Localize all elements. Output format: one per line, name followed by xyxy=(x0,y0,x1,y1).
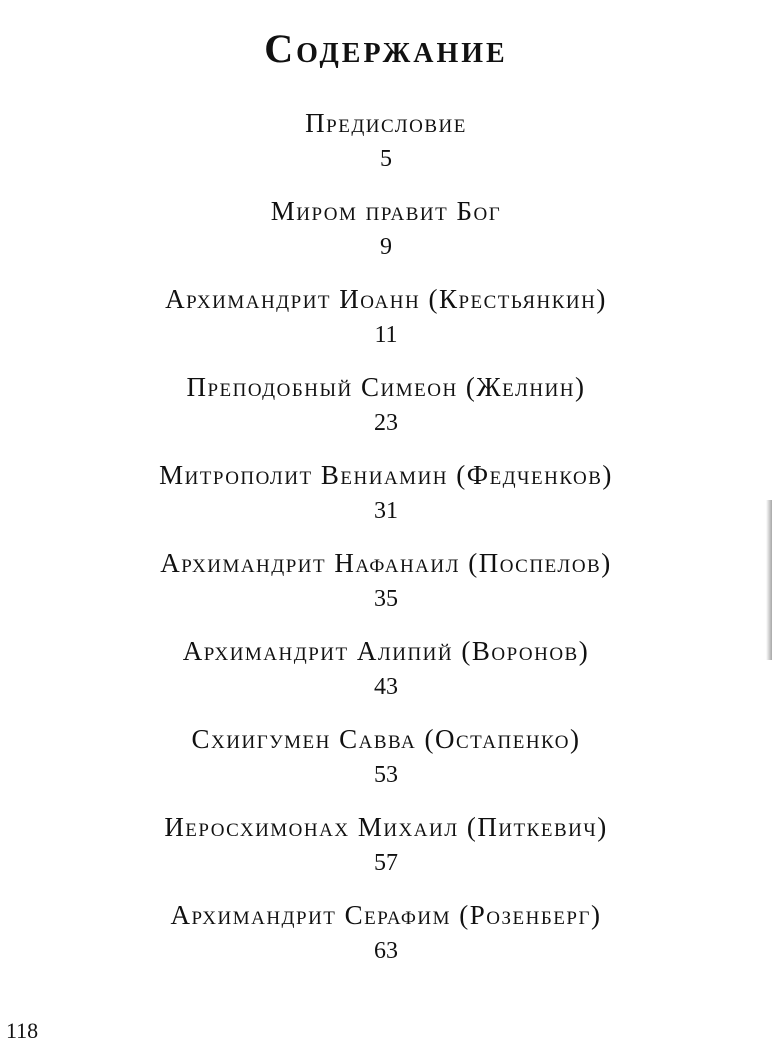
toc-entry-page-number: 9 xyxy=(380,234,392,260)
toc-entry-title: Преподобный Симеон (Желнин) xyxy=(186,372,586,402)
toc-entry-title: Миром правит Бог xyxy=(270,196,502,226)
toc-entry-page-number: 43 xyxy=(374,674,398,700)
toc-entry-title: Архимандрит Иоанн (Крестьянкин) xyxy=(165,284,607,314)
page-edge-shadow xyxy=(766,500,772,660)
toc-entry[interactable] xyxy=(0,897,772,985)
toc-entry[interactable] xyxy=(0,105,772,193)
toc-entry-page-number: 11 xyxy=(374,322,398,348)
toc-entry-page-number: 57 xyxy=(374,850,398,876)
toc-entry-page-number: 5 xyxy=(380,146,392,172)
toc-entry-title: Предисловие xyxy=(305,108,467,138)
toc-entry[interactable] xyxy=(0,457,772,545)
toc-entry-title: Митрополит Вениамин (Федченков) xyxy=(159,460,613,490)
toc-entry[interactable] xyxy=(0,281,772,369)
page-number: 118 xyxy=(6,1018,39,1043)
toc-entry-title: Иеросхимонах Михаил (Питкевич) xyxy=(164,812,608,842)
page-title: Содержание xyxy=(264,25,508,71)
toc-entry[interactable] xyxy=(0,193,772,281)
toc-entry-title: Схиигумен Савва (Остапенко) xyxy=(191,724,581,754)
toc-entry[interactable] xyxy=(0,721,772,809)
toc-entry[interactable] xyxy=(0,545,772,633)
toc-entry[interactable] xyxy=(0,809,772,897)
toc-entry[interactable] xyxy=(0,369,772,457)
toc-entry-page-number: 63 xyxy=(374,938,398,964)
toc-entry-page-number: 23 xyxy=(374,410,398,436)
toc-entry-title: Архимандрит Алипий (Воронов) xyxy=(182,636,590,666)
toc-entry-page-number: 35 xyxy=(374,586,398,612)
toc-entry-page-number: 53 xyxy=(374,762,398,788)
toc-entry-page-number: 31 xyxy=(374,498,398,524)
table-of-contents xyxy=(0,105,772,985)
toc-entry-title: Архимандрит Серафим (Розенберг) xyxy=(170,900,602,930)
toc-entry[interactable] xyxy=(0,633,772,721)
toc-entry-title: Архимандрит Нафанаил (Поспелов) xyxy=(160,548,612,578)
